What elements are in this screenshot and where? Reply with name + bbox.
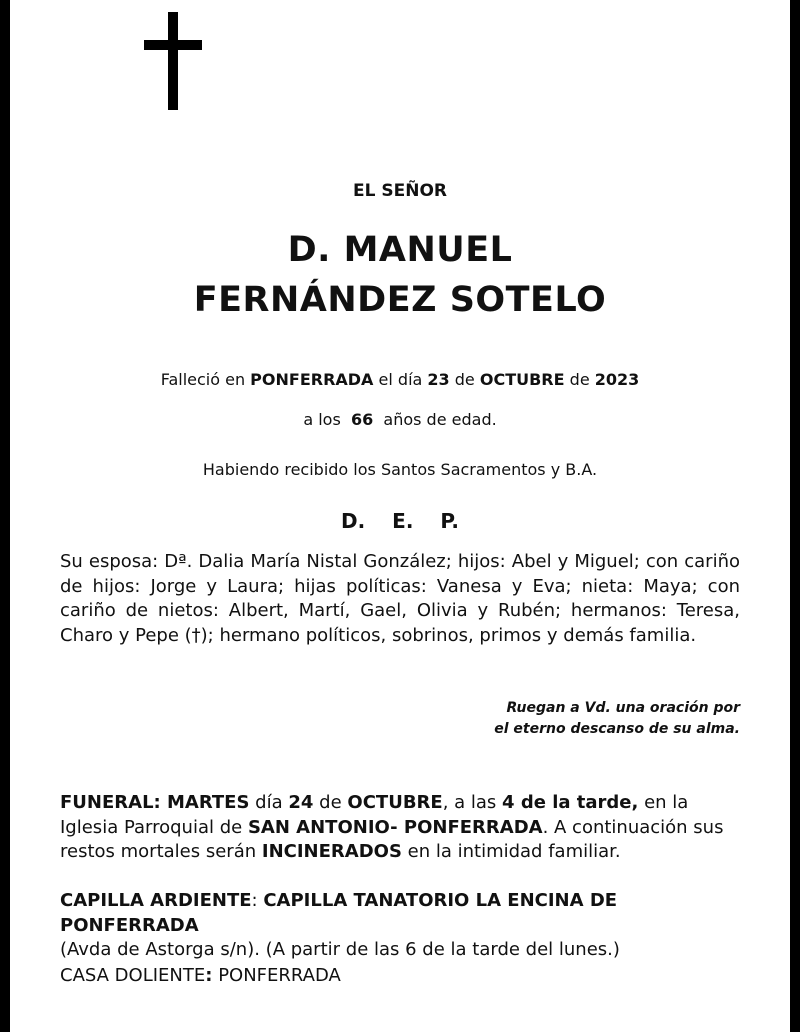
funeral-t6: en la intimidad familiar. bbox=[407, 841, 621, 862]
casa-place: PONFERRADA bbox=[218, 965, 341, 986]
funeral-time: 4 de la tarde, bbox=[502, 792, 639, 813]
casa-info bbox=[60, 964, 750, 989]
funeral-t2: de bbox=[319, 792, 342, 813]
funeral-month: OCTUBRE bbox=[347, 792, 443, 813]
funeral-day: 24 bbox=[288, 792, 314, 813]
obituary-page bbox=[10, 0, 790, 1032]
age-prefix: a los bbox=[303, 410, 341, 429]
capilla-label: CAPILLA ARDIENTE bbox=[60, 890, 252, 911]
family-text: Su esposa: Dª. Dalia María Nistal González; hijos: Abel y Miguel; con cariño de hijos: Jorge y Laura; hijas políticas: Vanesa y Eva; nieta: Maya; con cariño de nietos: Albert, Martí, Gael, Olivia y Rubén; hermanos: Teresa, Charo y Pepe (†); hermano políticos, sobrinos, primos y demás familia. bbox=[60, 551, 740, 646]
age-value: 66 bbox=[350, 410, 374, 429]
funeral-t5: . A continuación sus restos mortales serán bbox=[60, 816, 724, 862]
death-info bbox=[10, 370, 790, 389]
name-line-1: D. MANUEL bbox=[287, 230, 513, 270]
funeral-t1: día bbox=[255, 792, 283, 813]
death-de1: de bbox=[454, 370, 475, 389]
funeral-info bbox=[60, 791, 750, 865]
name-line-2: FERNÁNDEZ SOTELO bbox=[193, 280, 607, 320]
funeral-church: SAN ANTONIO- PONFERRADA bbox=[247, 816, 543, 838]
age-info bbox=[10, 410, 790, 429]
prayer-line-2: el eterno descanso de su alma. bbox=[494, 721, 740, 737]
death-month: OCTUBRE bbox=[479, 370, 565, 389]
deceased-name bbox=[10, 225, 790, 325]
capilla-info bbox=[60, 889, 750, 963]
death-mid: el día bbox=[378, 370, 423, 389]
capilla-colon: : bbox=[251, 890, 258, 911]
cross-icon bbox=[144, 12, 202, 112]
casa-label: CASA DOLIENTE bbox=[60, 965, 206, 986]
dep-text: D. E. P. bbox=[341, 509, 459, 533]
death-place: PONFERRADA bbox=[250, 370, 374, 389]
funeral-t3: , a las bbox=[442, 792, 497, 813]
funeral-action: INCINERADOS bbox=[261, 841, 402, 862]
funeral-t4: en la Iglesia Parroquial de bbox=[60, 792, 689, 838]
casa-colon: : bbox=[205, 965, 213, 986]
prayer-line-1: Ruegan a Vd. una oración por bbox=[506, 700, 740, 716]
capilla-detail: (Avda de Astorga s/n). (A partir de las 6 de la tarde del lunes.) bbox=[60, 939, 620, 960]
header-title: EL SEÑOR bbox=[353, 181, 447, 201]
death-day: 23 bbox=[427, 370, 450, 389]
capilla-place: CAPILLA TANATORIO LA ENCINA DE PONFERRADA bbox=[60, 890, 618, 936]
death-prefix: Falleció en bbox=[160, 370, 246, 389]
sacraments-text: Habiendo recibido los Santos Sacramentos y B.A. bbox=[202, 460, 598, 479]
death-year: 2023 bbox=[594, 370, 640, 389]
age-suffix: años de edad. bbox=[383, 410, 497, 429]
death-de2: de bbox=[569, 370, 590, 389]
funeral-label: FUNERAL: MARTES bbox=[60, 792, 250, 813]
prayer-text bbox=[494, 698, 740, 740]
